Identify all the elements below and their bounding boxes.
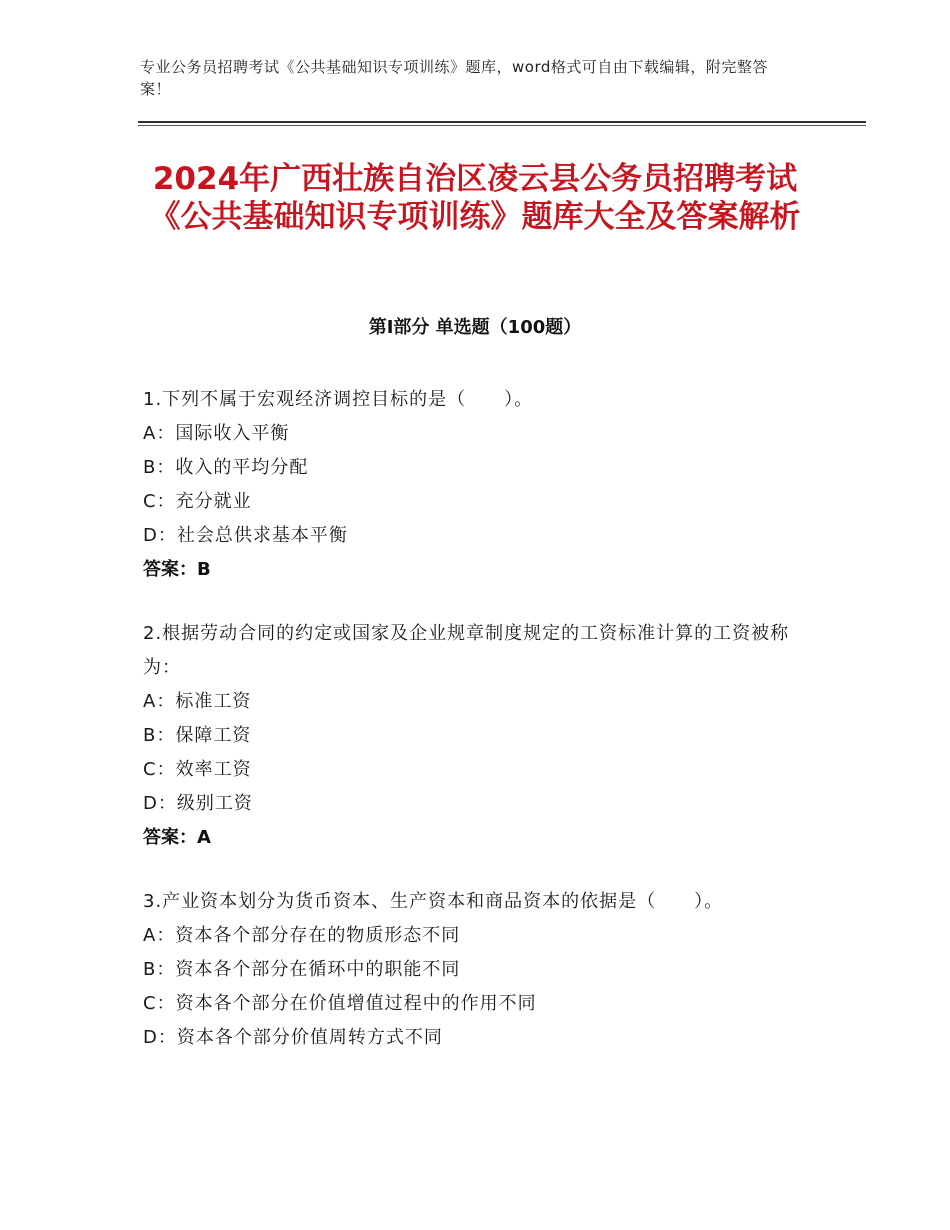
question-2 [143, 617, 823, 855]
question-3 [143, 885, 823, 1055]
option-c: C：效率工资 [143, 759, 252, 780]
header-rule-thin [138, 125, 866, 126]
header-rule-thick [138, 121, 866, 123]
option-d: D：社会总供求基本平衡 [143, 525, 348, 546]
document-title: 2024年广西壮族自治区凌云县公务员招聘考试《公共基础知识专项训练》题库大全及答案解析 [149, 161, 801, 235]
option-a: A：标准工资 [143, 691, 252, 712]
option-a: A：资本各个部分存在的物质形态不同 [143, 925, 461, 946]
option-b: B：收入的平均分配 [143, 457, 309, 478]
question-1 [143, 383, 823, 587]
question-stem: 3.产业资本划分为货币资本、生产资本和商品资本的依据是（ ）。 [143, 891, 724, 912]
option-d: D：资本各个部分价值周转方式不同 [143, 1027, 443, 1048]
question-list [143, 383, 823, 1085]
header-note: 专业公务员招聘考试《公共基础知识专项训练》题库，word格式可自由下载编辑，附完整答案！ [140, 58, 768, 98]
option-a: A：国际收入平衡 [143, 423, 290, 444]
option-c: C：充分就业 [143, 491, 252, 512]
answer-line: 答案：B [143, 559, 211, 580]
option-b: B：资本各个部分在循环中的职能不同 [143, 959, 461, 980]
question-stem: 2.根据劳动合同的约定或国家及企业规章制度规定的工资标准计算的工资被称为： [143, 623, 790, 678]
answer-line: 答案：A [143, 827, 211, 848]
option-c: C：资本各个部分在价值增值过程中的作用不同 [143, 993, 537, 1014]
option-d: D：级别工资 [143, 793, 253, 814]
section-heading: 第Ⅰ部分 单选题（100题） [368, 317, 582, 338]
option-b: B：保障工资 [143, 725, 252, 746]
question-stem: 1.下列不属于宏观经济调控目标的是（ ）。 [143, 389, 534, 410]
